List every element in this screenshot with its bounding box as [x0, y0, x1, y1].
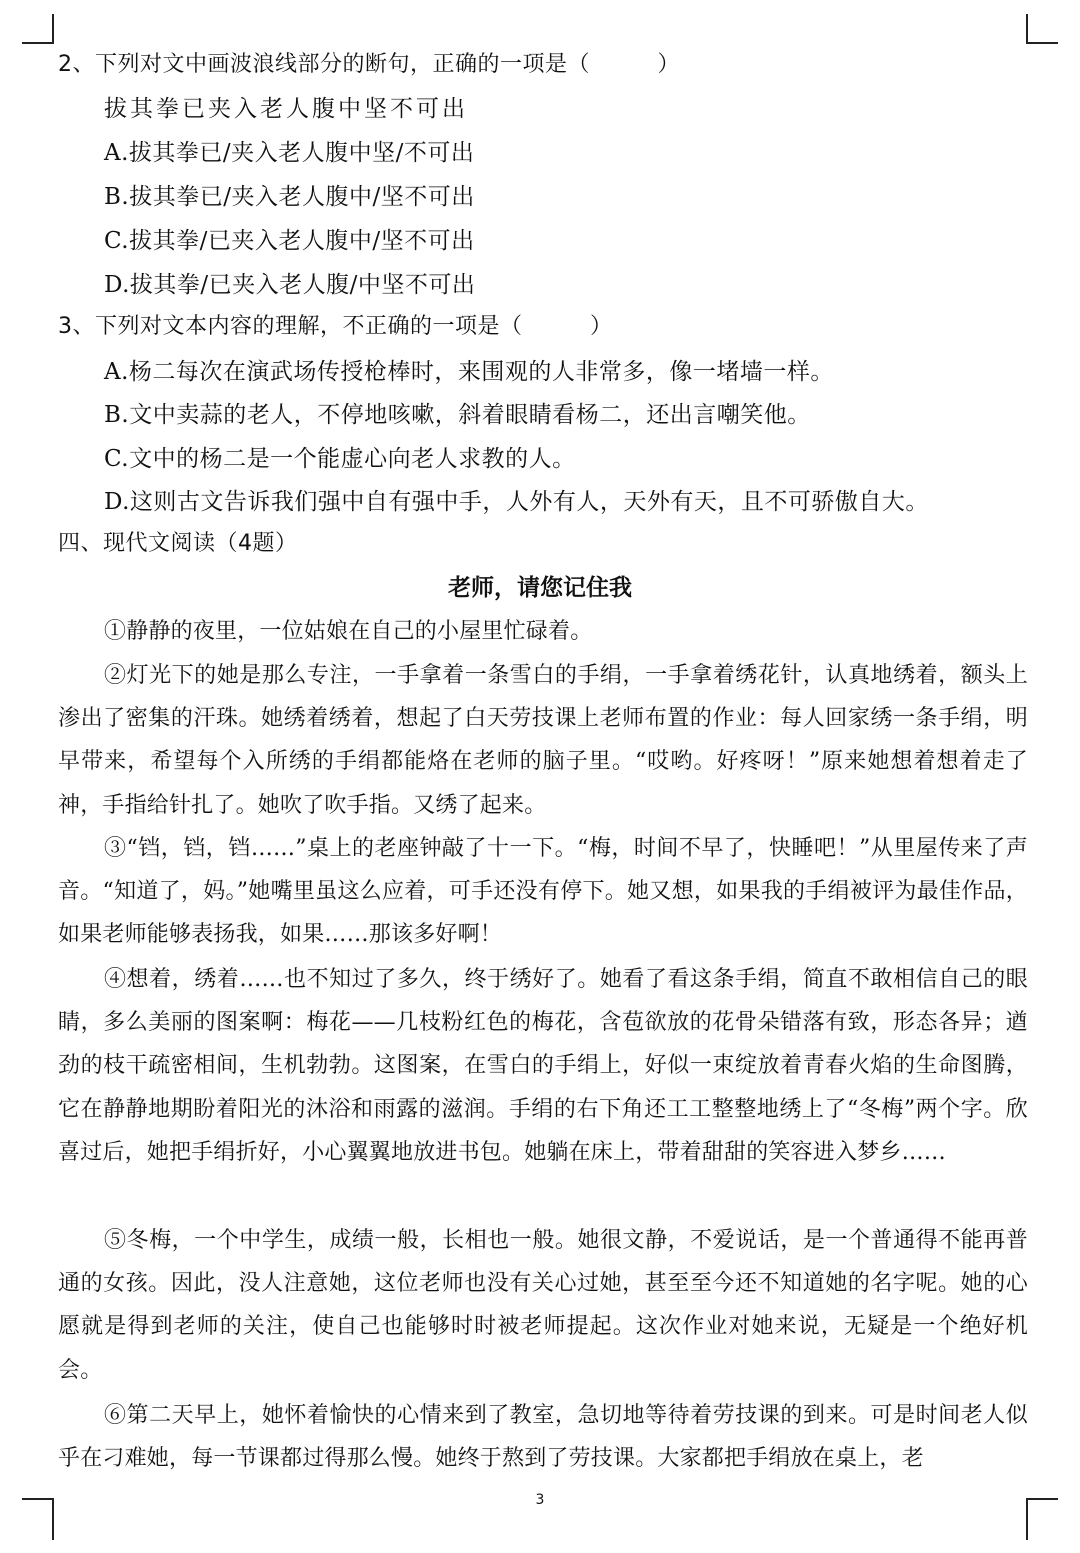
question-3-option-a: A.杨二每次在演武场传授枪棒时，来围观的人非常多，像一堵墙一样。: [104, 359, 834, 385]
question-2-option-b: B.拔其拳已/夹入老人腹中/坚不可出: [104, 184, 475, 210]
question-3-option-d: D.这则古文告诉我们强中自有强中手，人外有人，天外有天，且不可骄傲自大。: [104, 489, 929, 515]
question-2-sentence: 拔其拳已夹入老人腹中坚不可出: [104, 96, 468, 122]
question-3-option-c: C.文中的杨二是一个能虚心向老人求教的人。: [104, 446, 576, 472]
crop-mark-top-left: [22, 14, 54, 44]
question-2-stem: 2、下列对文中画波浪线部分的断句，正确的一项是（ ）: [58, 52, 680, 77]
question-2-option-d: D.拔其拳/已夹入老人腹/中坚不可出: [104, 272, 476, 298]
article-paragraph-2: ②灯光下的她是那么专注，一手拿着一条雪白的手绢，一手拿着绣花针，认真地绣着，额头上渗出了密集的汗珠。她绣着绣着，想起了白天劳技课上老师布置的作业：每人回家绣一条手绢，明早带来，希望每个入所绣的手绢都能烙在老师的脑子里。“哎哟。好疼呀！”原来她想着想着走了神，手指给针扎了。她吹了吹手指。又绣了起来。: [58, 663, 1028, 818]
article-title: 老师，请您记住我: [448, 575, 632, 601]
article-paragraph-4: ④想着，绣着……也不知过了多久，终于绣好了。她看了看这条手绢，简直不敢相信自己的眼睛，多么美丽的图案啊：梅花——几枝粉红色的梅花，含苞欲放的花骨朵错落有致，形态各异；遒劲的枝干疏密相间，生机勃勃。这图案，在雪白的手绢上，好似一束绽放着青春火焰的生命图腾，它在静静地期盼着阳光的沐浴和雨露的滋润。手绢的右下角还工工整整地绣上了“冬梅”两个字。欣喜过后，她把手绢折好，小心翼翼地放进书包。她躺在床上，带着甜甜的笑容进入梦乡……: [58, 967, 1028, 1165]
question-3-stem: 3、下列对文本内容的理解，不正确的一项是（ ）: [58, 314, 613, 339]
section-heading: 四、现代文阅读（4题）: [58, 531, 298, 556]
article-paragraph-6: ⑥第二天早上，她怀着愉快的心情来到了教室，急切地等待着劳技课的到来。可是时间老人似乎在刁难她，每一节课都过得那么慢。她终于熬到了劳技课。大家都把手绢放在桌上，老: [58, 1403, 1028, 1472]
article-paragraph-3: ③“铛，铛，铛……”桌上的老座钟敲了十一下。“梅，时间不早了，快睡吧！”从里屋传来了声音。“知道了，妈。”她嘴里虽这么应着，可手还没有停下。她又想，如果我的手绢被评为最佳作品，如果老师能够表扬我，如果……那该多好啊！: [58, 836, 1028, 948]
article-paragraph-5: ⑤冬梅，一个中学生，成绩一般，长相也一般。她很文静，不爱说话，是一个普通得不能再普通的女孩。因此，没人注意她，这位老师也没有关心过她，甚至至今还不知道她的名字呢。她的心愿就是得到老师的关注，使自己也能够时时被老师提起。这次作业对她来说，无疑是一个绝好机会。: [58, 1228, 1028, 1383]
article-paragraph-1: ①静静的夜里，一位姑娘在自己的小屋里忙碌着。: [104, 619, 593, 644]
question-3-option-b: B.文中卖蒜的老人，不停地咳嗽，斜着眼睛看杨二，还出言嘲笑他。: [104, 402, 811, 428]
page-number: 3: [535, 1492, 545, 1508]
crop-mark-top-right: [1026, 14, 1058, 44]
question-2-option-a: A.拔其拳已/夹入老人腹中坚/不可出: [104, 140, 475, 166]
question-2-option-c: C.拔其拳/已夹入老人腹中/坚不可出: [104, 228, 475, 254]
